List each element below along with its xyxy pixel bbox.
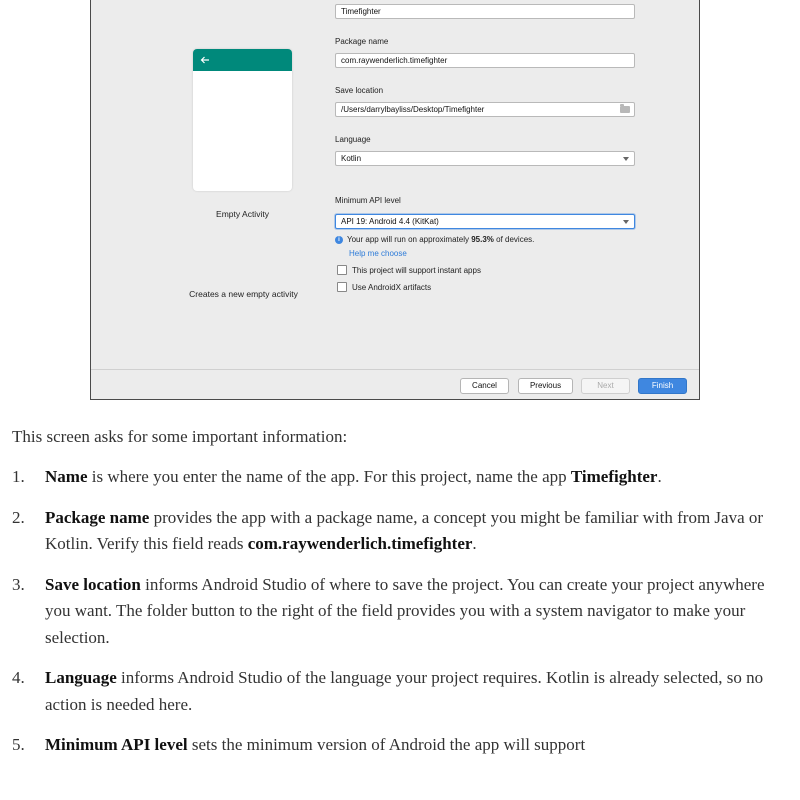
item-text: informs Android Studio of where to save the project. You can create your project anywhere you want. The folder button to the right of the field provides you with a system navigator to make your selection. <box>45 574 765 647</box>
item-number: 1. <box>12 467 25 486</box>
instant-apps-checkbox-row[interactable] <box>337 265 481 275</box>
folder-icon[interactable] <box>620 106 630 113</box>
cancel-button[interactable]: Cancel <box>460 378 509 394</box>
min-api-label: Minimum API level <box>335 196 401 205</box>
activity-description: Creates a new empty activity <box>189 289 298 299</box>
list-item <box>12 464 792 491</box>
item-text-end: . <box>657 467 662 486</box>
item-term: Name <box>45 467 88 486</box>
save-location-label: Save location <box>335 86 384 95</box>
language-label: Language <box>335 135 371 144</box>
activity-name: Empty Activity <box>216 209 269 219</box>
language-select[interactable] <box>335 151 635 166</box>
new-project-dialog-screenshot <box>90 0 700 400</box>
min-api-select[interactable] <box>335 214 635 229</box>
coverage-text-before: Your app will run on approximately <box>347 235 472 244</box>
item-text: informs Android Studio of the language your project requires. Kotlin is already selected, so no action is needed here. <box>45 668 764 714</box>
name-field[interactable] <box>335 4 635 19</box>
chevron-down-icon <box>623 157 629 161</box>
field-explanations-list <box>12 464 792 773</box>
name-field-value: Timefighter <box>341 7 381 16</box>
item-number: 3. <box>12 574 25 594</box>
previous-button[interactable]: Previous <box>518 378 573 394</box>
coverage-percent: 95.3% <box>471 235 494 244</box>
package-name-label: Package name <box>335 37 389 46</box>
coverage-text-after: of devices. <box>493 235 535 244</box>
item-text: provides the app with a package name, a concept you might be familiar with from Java or Kotlin. Verify this field reads <box>45 507 764 553</box>
list-item <box>12 572 792 652</box>
package-name-field[interactable] <box>335 53 635 68</box>
list-item <box>12 732 792 759</box>
item-number: 4. <box>12 668 25 687</box>
activity-template-preview[interactable] <box>193 49 292 191</box>
finish-button[interactable]: Finish <box>638 378 687 394</box>
item-bold-value: Timefighter <box>570 467 658 486</box>
intro-paragraph: This screen asks for some important information: <box>12 427 348 446</box>
save-location-value: /Users/darrylbayliss/Desktop/Timefighter <box>341 105 485 114</box>
list-item <box>12 665 792 718</box>
item-term: Minimum API level <box>45 735 188 754</box>
item-text: is where you enter the name of the app. For this project, name the app <box>87 467 571 486</box>
next-button[interactable]: Next <box>581 378 630 394</box>
item-text-end: . <box>472 534 477 553</box>
info-icon: i <box>335 236 343 244</box>
help-me-choose-link[interactable]: Help me choose <box>349 249 407 258</box>
device-coverage-info <box>335 235 534 244</box>
back-arrow-icon <box>200 56 210 64</box>
package-name-value: com.raywenderlich.timefighter <box>341 56 448 65</box>
item-text: sets the minimum version of Android the app will support <box>187 735 586 754</box>
item-term: Package name <box>45 507 150 527</box>
instant-apps-checkbox[interactable] <box>337 265 347 275</box>
item-term: Language <box>45 668 117 687</box>
item-number: 5. <box>12 735 25 754</box>
preview-toolbar <box>193 49 292 71</box>
item-bold-value: com.raywenderlich.timefighter <box>247 534 473 553</box>
save-location-field[interactable] <box>335 102 635 117</box>
language-value: Kotlin <box>341 154 362 163</box>
androidx-checkbox-row[interactable] <box>337 282 431 292</box>
androidx-checkbox[interactable] <box>337 282 347 292</box>
min-api-value: API 19: Android 4.4 (KitKat) <box>341 217 439 226</box>
list-item <box>12 505 792 558</box>
chevron-down-icon <box>623 220 629 224</box>
instant-apps-label: This project will support instant apps <box>352 265 481 275</box>
item-term: Save location <box>45 574 141 594</box>
footer-divider <box>91 369 699 370</box>
item-number: 2. <box>12 507 25 527</box>
androidx-label: Use AndroidX artifacts <box>352 282 432 292</box>
